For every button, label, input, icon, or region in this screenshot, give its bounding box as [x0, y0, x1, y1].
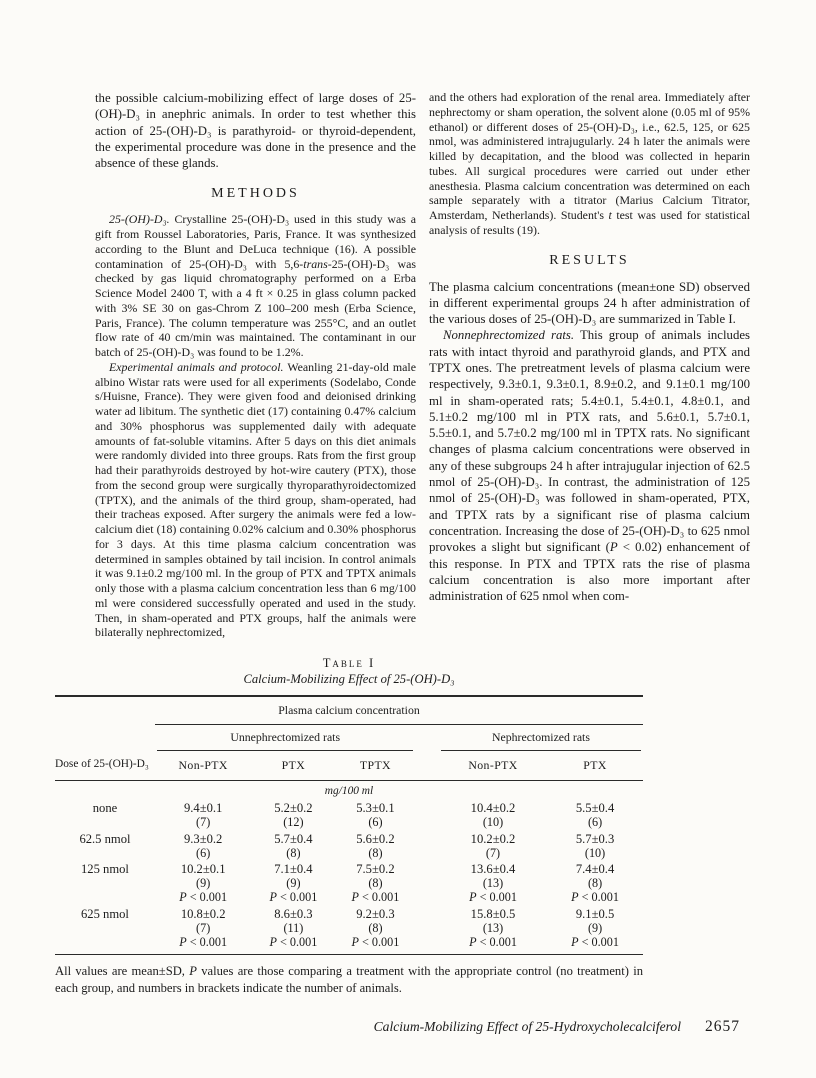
column-spacer	[415, 799, 439, 829]
cell-count: (13)	[482, 876, 504, 891]
table-row-62-5-nmol	[55, 830, 643, 860]
column-spacer	[415, 860, 439, 905]
cell-value: 10.2±0.1	[180, 862, 226, 877]
table-cell	[439, 860, 547, 905]
cell-count: (7)	[485, 845, 501, 860]
group-label: Unnephrectomized rats	[157, 730, 413, 751]
dose-label: none	[92, 801, 118, 816]
cell-count: (6)	[368, 815, 383, 830]
table-cell	[251, 905, 335, 955]
cell-count: (9)	[286, 876, 301, 891]
text-segment: values are those comparing a treatment with the appropriate control (no treatment) in each group, and numbers in brackets indicate the number of animals.	[55, 964, 643, 995]
dose-column-header: Dose of 25-(OH)-D₃	[55, 758, 149, 771]
table-cell	[155, 860, 251, 905]
column-spacer	[415, 725, 439, 752]
methods-paragraph-2	[95, 360, 416, 640]
group-unnephrectomized	[155, 725, 415, 752]
cell-count: (7)	[196, 920, 211, 935]
left-column	[95, 90, 416, 640]
text-segment: P	[609, 540, 618, 555]
cell-p-value: P < 0.001	[469, 935, 517, 950]
table-cell	[251, 830, 335, 860]
right-column	[429, 90, 750, 640]
table-cell	[335, 799, 415, 829]
text-segment: and the others had exploration of the renal area. Immediately after nephrectomy or sham operation, the solvent alone (0.05 ml of 95% ethanol) or different doses of 25-(OH)-D₃, i.e., 62.5, 125, or 625 nmol, was administered intrajugularly. 24 h later the animals were killed by decapitation, and the blood was collected in heparin tubes. All surgical procedures were carried out under ether anesthesia. Plasma calcium concentration was determined on each sample separately with a titrator (Marius Calcium Titrator, Amsterdam, Netherlands). Student's	[429, 90, 750, 222]
units-row	[55, 781, 643, 800]
cell-value: 7.5±0.2	[356, 862, 395, 877]
cell-value: 8.6±0.3	[274, 906, 313, 921]
text-segment: 25-(OH)-D₃.	[109, 212, 170, 227]
cell-value: 5.3±0.1	[356, 801, 395, 816]
dose-cell	[55, 799, 155, 829]
table-title: Calcium-Mobilizing Effect of 25-(OH)-D₃	[243, 672, 455, 687]
methods-paragraph-1	[95, 212, 416, 360]
cell-count: (6)	[196, 845, 211, 860]
table-row-none	[55, 799, 643, 829]
cell-value: 7.4±0.4	[575, 862, 615, 877]
text-segment: Crystalline 25-(OH)-D₃ used in this study was a gift from Roussel Laboratories, Paris, France. It was synthesized according to the Blunt and DeLuca technique (16). A possible contamination of 25-(OH)-D₃ with 5,6-	[95, 212, 416, 271]
column-header-row	[55, 751, 643, 781]
text-segment: trans	[303, 256, 328, 271]
cell-p-value: P < 0.001	[179, 890, 228, 905]
text-segment: test was used for statistical analysis of results (19).	[429, 208, 750, 237]
group-header-row	[55, 725, 643, 752]
cell-value: 7.1±0.4	[274, 862, 313, 877]
units-label: mg/100 ml	[324, 785, 374, 798]
text-segment: the possible calcium-mobilizing effect of large doses of 25-(OH)-D₃ in anephric animals. In order to test whether this action of 25-(OH)-D₃ is parathyroid- or thyroid-dependent, the experimental procedure was done in the presence and the absence of these glands.	[95, 91, 416, 171]
cell-p-value: P < 0.001	[269, 890, 318, 905]
dose-cell	[55, 830, 155, 860]
table-cell	[547, 799, 643, 829]
text-segment: Weanling 21-day-old male albino Wistar rats were used for all experiments (Sodelabo, Conde s/Huisne, France). They were given food and deionised drinking water ad libitum. The synthetic diet (17) containing 0.47% calcium and 30% phosphorus was supplemented daily with adequate amounts of fat-soluble vitamins. After 5 days on this diet animals were randomly divided into three groups. Rats from the first group had their parathyroids destroyed by hot-wire cautery (PTX), those from the second group were surgically thyroparathyroidectomized (TPTX), and the animals of the third group, sham-operated, had their tracheas exposed. After surgery the animals were fed a low-calcium diet (18) containing 0.02% calcium and 0.30% phosphorus for 3 days. At this time plasma calcium concentration was determined in samples obtained by tail incision. In control animals it was 9.1±0.2 mg/100 ml. In the group of PTX and TPTX animals only those with a plasma calcium concentration less than 6 mg/100 ml were considered successfully operated and used in the study. Then, in sham-operated and PTX groups, half the animals were bilaterally nephrectomized,	[95, 359, 416, 640]
table-cell	[155, 799, 251, 829]
dose-label: 625 nmol	[81, 906, 129, 921]
table-cell	[439, 830, 547, 860]
cell-count: (7)	[196, 815, 211, 830]
cell-value: 9.2±0.3	[356, 906, 395, 921]
cell-value: 10.4±0.2	[470, 801, 516, 816]
table-cell	[155, 830, 251, 860]
table-cell	[547, 830, 643, 860]
cell-count: (13)	[482, 920, 504, 935]
cell-count: (10)	[584, 845, 606, 860]
table-cell	[439, 905, 547, 955]
table-cell	[251, 799, 335, 829]
column-header: PTX	[583, 758, 607, 773]
results-paragraph-1	[429, 279, 750, 328]
table-row-625-nmol	[55, 905, 643, 955]
results-paragraph-2	[429, 327, 750, 604]
cell-count: (8)	[368, 876, 383, 891]
cell-count: (9)	[196, 876, 211, 891]
dose-cell	[55, 860, 155, 905]
text-segment: P	[189, 964, 197, 979]
table-cell	[335, 905, 415, 955]
results-heading: RESULTS	[549, 252, 630, 268]
cell-p-value: P < 0.001	[351, 935, 400, 950]
column-header: Non-PTX	[468, 758, 518, 773]
cell-count: (11)	[283, 920, 304, 935]
text-segment: Nonnephrectomized rats.	[443, 328, 575, 343]
page-number: 2657	[705, 1018, 740, 1036]
cell-p-value: P < 0.001	[571, 935, 619, 950]
cell-count: (6)	[587, 815, 603, 830]
intro-continuation-paragraph	[95, 90, 416, 171]
cell-p-value: P < 0.001	[469, 890, 517, 905]
cell-p-value: P < 0.001	[179, 935, 228, 950]
table-cell	[155, 905, 251, 955]
cell-value: 13.6±0.4	[470, 862, 516, 877]
cell-count: (8)	[286, 845, 301, 860]
text-segment: < 0.02) enhancement of this response. In PTX and TPTX rats the rise of plasma calcium concentration is also more important after administration of 625 nmol when com-	[429, 540, 750, 604]
spanner-header: Plasma calcium concentration	[278, 703, 420, 718]
cell-p-value: P < 0.001	[571, 890, 619, 905]
table-label: Table I	[322, 656, 376, 671]
table-cell	[547, 905, 643, 955]
cell-value: 9.1±0.5	[575, 906, 615, 921]
cell-count: (10)	[482, 815, 504, 830]
cell-value: 10.2±0.2	[470, 831, 516, 846]
cell-value: 15.8±0.5	[470, 906, 516, 921]
column-spacer	[415, 830, 439, 860]
cell-count: (8)	[368, 845, 383, 860]
cell-p-value: P < 0.001	[351, 890, 400, 905]
cell-value: 9.4±0.1	[183, 801, 223, 816]
column-spacer	[415, 905, 439, 955]
dose-label: 62.5 nmol	[79, 831, 131, 846]
cell-p-value: P < 0.001	[269, 935, 318, 950]
cell-count: (12)	[283, 815, 304, 830]
cell-count: (8)	[368, 920, 383, 935]
cell-value: 9.3±0.2	[183, 831, 223, 846]
methods-continuation-paragraph	[429, 90, 750, 238]
empty-cell	[55, 725, 155, 752]
table-cell	[439, 799, 547, 829]
cell-value: 10.8±0.2	[180, 906, 226, 921]
table-row-125-nmol	[55, 860, 643, 905]
running-title: Calcium-Mobilizing Effect of 25-Hydroxycholecalciferol	[373, 1019, 681, 1035]
text-segment: This group of animals includes rats with intact thyroid and parathyroid glands, and PTX and TPTX ones. The pretreatment levels of plasma calcium were respectively, 9.3±0.1, 9.3±0.1, 8.9±0.2, and 9.1±0.1 mg/100 ml in sham-operated rats; 5.4±0.1, 5.4±0.1, 4.8±0.1, and 5.1±0.2 mg/100 ml in PTX rats, and 5.6±0.1, 5.7±0.1, 5.5±0.1, and 5.7±0.2 mg/100 ml in TPTX rats. No significant changes of plasma calcium concentrations were observed in any of these subgroups 24 h after intrajugular injection of 62.5 nmol of 25-(OH)-D₃. In contrast, the administration of 125 nmol of 25-(OH)-D₃ was followed in sham-operated, PTX, and TPTX rats by a significant rise of plasma calcium concentration. Increasing the dose of 25-(OH)-D₃ to 625 nmol provokes a slight but significant (	[429, 328, 751, 555]
cell-value: 5.5±0.4	[575, 801, 615, 816]
text-segment: All values are mean±SD,	[55, 964, 190, 979]
cell-value: 5.6±0.2	[356, 831, 395, 846]
cell-value: 5.7±0.3	[575, 831, 615, 846]
column-header: Non-PTX	[178, 758, 228, 773]
group-nephrectomized	[439, 725, 643, 752]
column-spacer	[415, 751, 439, 781]
text-segment: Experimental animals and protocol.	[109, 359, 284, 374]
cell-value: 5.7±0.4	[274, 831, 313, 846]
cell-count: (9)	[587, 920, 603, 935]
table-1	[55, 695, 643, 955]
table-cell	[335, 830, 415, 860]
table-footnote	[55, 963, 643, 996]
dose-label: 125 nmol	[81, 862, 129, 877]
column-header: TPTX	[359, 758, 391, 773]
spanner-row	[55, 696, 643, 722]
table-cell	[335, 860, 415, 905]
table-cell	[251, 860, 335, 905]
text-segment: -25-(OH)-D₃ was checked by gas liquid chromatography performed on a Erba Science Model 2400 T, with a 4 ft × 0.25 in glass column packed with 3% SE 30 on gas-Chrom Z 100–200 mesh (Erba Science, Paris, France). The column temperature was 255°C, and an outlet flow rate of 40 cm/min was maintained. The contaminant in our batch of 25-(OH)-D₃ was found to be 1.2%.	[95, 256, 417, 360]
text-segment: t	[608, 208, 612, 222]
group-label: Nephrectomized rats	[441, 730, 641, 751]
table-cell	[547, 860, 643, 905]
cell-value: 5.2±0.2	[274, 801, 313, 816]
column-header: PTX	[281, 758, 306, 773]
cell-count: (8)	[587, 876, 603, 891]
table-1-block	[55, 656, 643, 996]
text-segment: The plasma calcium concentrations (mean±one SD) observed in different experimental groups 24 h after administration of the various doses of 25-(OH)-D₃ are summarized in Table I.	[429, 279, 750, 327]
dose-cell	[55, 905, 155, 955]
methods-heading: METHODS	[211, 186, 300, 202]
page-footer	[95, 1018, 750, 1036]
